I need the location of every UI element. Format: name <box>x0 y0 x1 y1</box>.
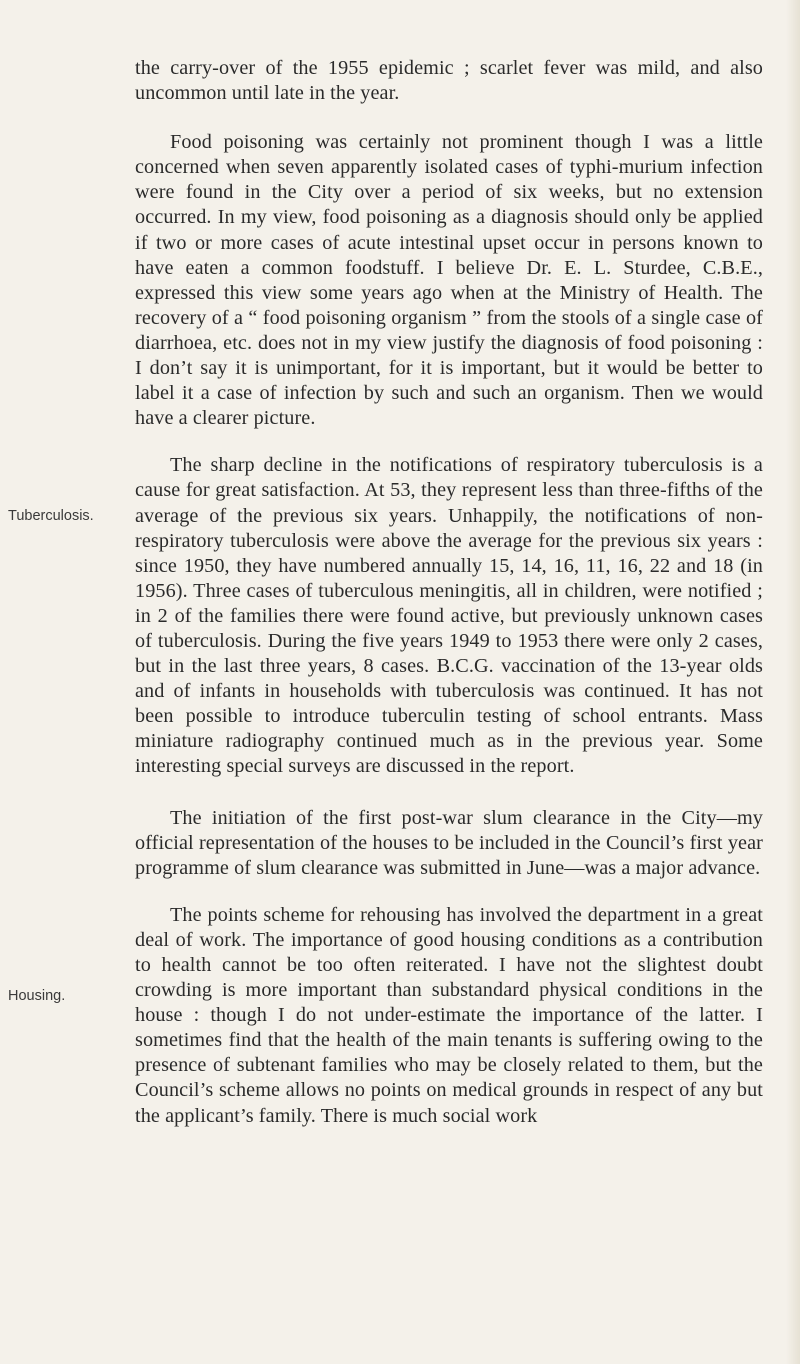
paragraph-epidemic-continuation: the carry-over of the 1955 epidemic ; scarlet fever was mild, and also uncommon until late in the year. <box>135 57 763 105</box>
sidenote-tuberculosis: Tuberculosis. <box>8 508 94 524</box>
paragraph-slum-clearance: The initiation of the first post-war slum clearance in the City—my official representation of the houses to be included in the Council’s first year programme of slum clearance was submitted in June—was a major advance. <box>135 806 763 879</box>
text-column <box>135 56 763 1155</box>
paragraph-tuberculosis: The sharp decline in the notifications of respiratory tuberculosis is a cause for great satisfaction. At 53, they represent less than three-fifths of the average of the previous six years. Unhappily, the notifications of non-respiratory tuberculosis were above the average for the previous six years : since 1950, they have numbered annually 15, 14, 16, 11, 16, 22 and 18 (in 1956). Three cases of tuberculous meningitis, all in children, were notified ; in 2 of the families there were found active, but previously unknown cases of tuberculosis. During the five years 1949 to 1953 there were only 2 cases, but in the last three years, 8 cases. B.C.G. vaccination of the 13-year olds and of infants in households with tuberculosis was continued. It has not been possible to introduce tuberculin testing of school entrants. Mass miniature radiography continued much as in the previous year. Some interesting special surveys are discussed in the report. <box>135 454 763 778</box>
sidenote-housing: Housing. <box>8 988 66 1004</box>
paragraph-food-poisoning: Food poisoning was certainly not prominent though I was a little concerned when seven apparently isolated cases of typhi-murium infection were found in the City over a period of six weeks, but no extension occurred. In my view, food poisoning as a diagnosis should only be applied if two or more cases of acute intestinal upset occur in persons known to have eaten a common foodstuff. I believe Dr. E. L. Sturdee, C.B.E., expressed this view some years ago when at the Ministry of Health. The recovery of a “ food poisoning organism ” from the stools of a single case of diarrhoea, etc. does not in my view justify the diagnosis of food poisoning : I don’t say it is unimportant, for it is important, but it would be better to label it a case of infection by such and such an organism. Then we would have a clearer picture. <box>135 131 763 430</box>
paragraph-rehousing: The points scheme for rehousing has involved the department in a great deal of work. The importance of good housing conditions as a contribution to health cannot be too often reiterated. I have not the slightest doubt crowding is more important than substandard physical conditions in the house : though I do not under-estimate the importance of the latter. I sometimes find that the health of the main tenants is suffering owing to the presence of subtenant families who may be closely related to them, but the Council’s scheme allows no points on medical grounds in respect of any but the applicant’s family. There is much social work <box>135 903 763 1127</box>
page-edge <box>786 0 800 1364</box>
